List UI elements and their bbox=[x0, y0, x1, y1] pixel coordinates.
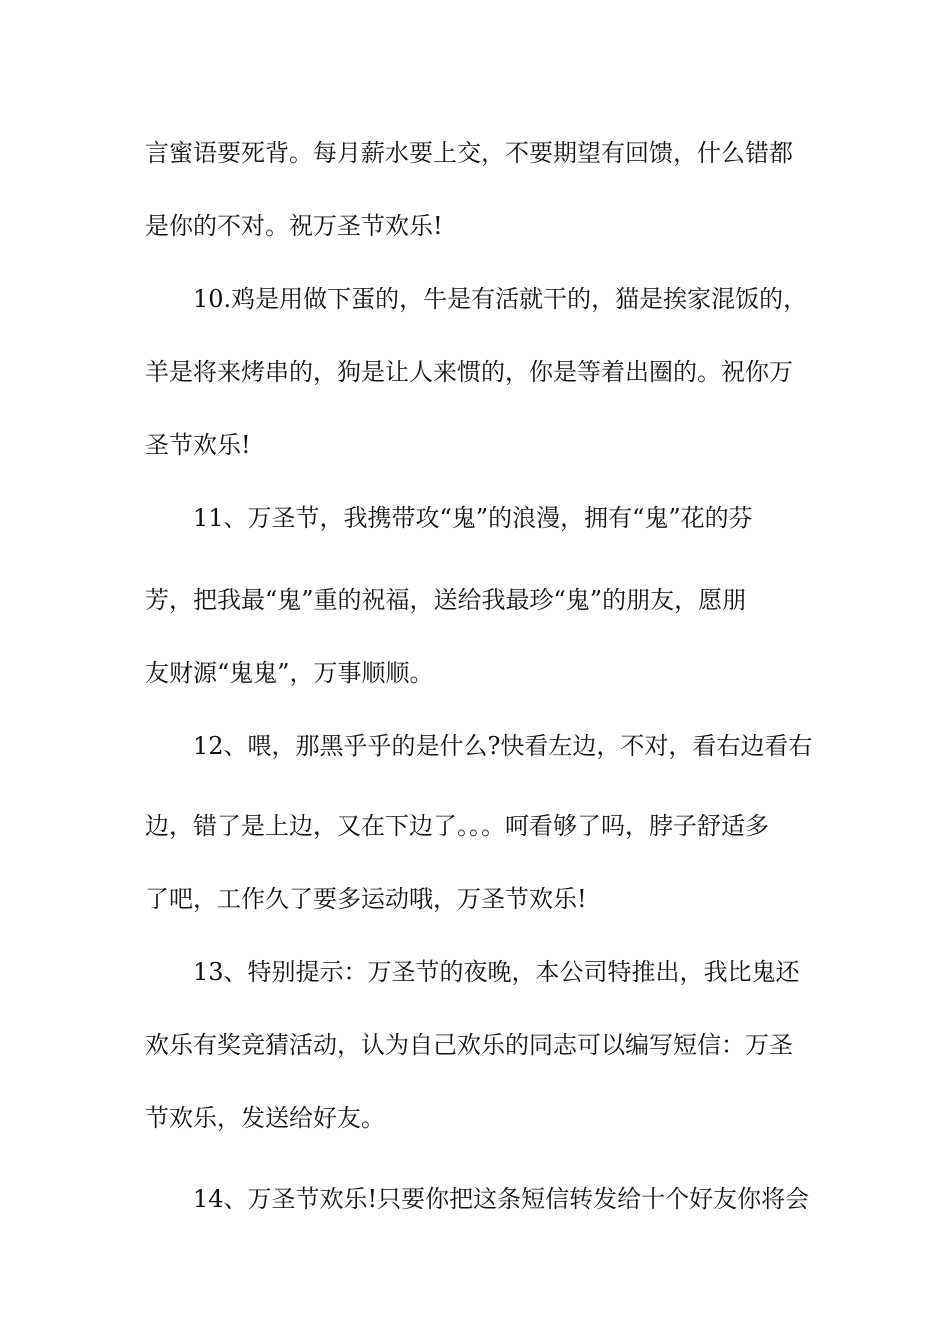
text-line-2: 是你的不对。祝万圣节欢乐! bbox=[145, 212, 443, 240]
text-line-11: 了吧，工作久了要多运动哦，万圣节欢乐! bbox=[145, 885, 587, 913]
text-line-15: 14、万圣节欢乐!只要你把这条短信转发给十个好友你将会 bbox=[193, 1185, 810, 1213]
text-line-5: 圣节欢乐! bbox=[145, 431, 251, 459]
text-line-1: 言蜜语要死背。每月薪水要上交，不要期望有回馈，什么错都 bbox=[145, 139, 793, 167]
text-line-4: 羊是将来烤串的，狗是让人来惯的，你是等着出圈的。祝你万 bbox=[145, 358, 793, 386]
text-line-9: 12、喂，那黑乎乎的是什么?快看左边，不对，看右边看右 bbox=[193, 732, 813, 760]
text-line-13: 欢乐有奖竞猜活动，认为自己欢乐的同志可以编写短信：万圣 bbox=[145, 1031, 793, 1059]
text-line-6: 11、万圣节，我携带攻“鬼”的浪漫，拥有“鬼”花的芬 bbox=[193, 504, 753, 532]
text-line-7: 芳，把我最“鬼”重的祝福，送给我最珍“鬼”的朋友，愿朋 bbox=[145, 586, 747, 614]
text-line-3: 10.鸡是用做下蛋的，牛是有活就干的，猫是挨家混饭的， bbox=[193, 285, 808, 313]
text-line-8: 友财源“鬼鬼”，万事顺顺。 bbox=[145, 659, 434, 687]
text-line-10: 边，错了是上边，又在下边了。。。呵看够了吗，脖子舒适多 bbox=[145, 812, 769, 840]
text-line-14: 节欢乐，发送给好友。 bbox=[145, 1104, 385, 1132]
text-line-12: 13、特别提示：万圣节的夜晚，本公司特推出，我比鬼还 bbox=[193, 958, 800, 986]
